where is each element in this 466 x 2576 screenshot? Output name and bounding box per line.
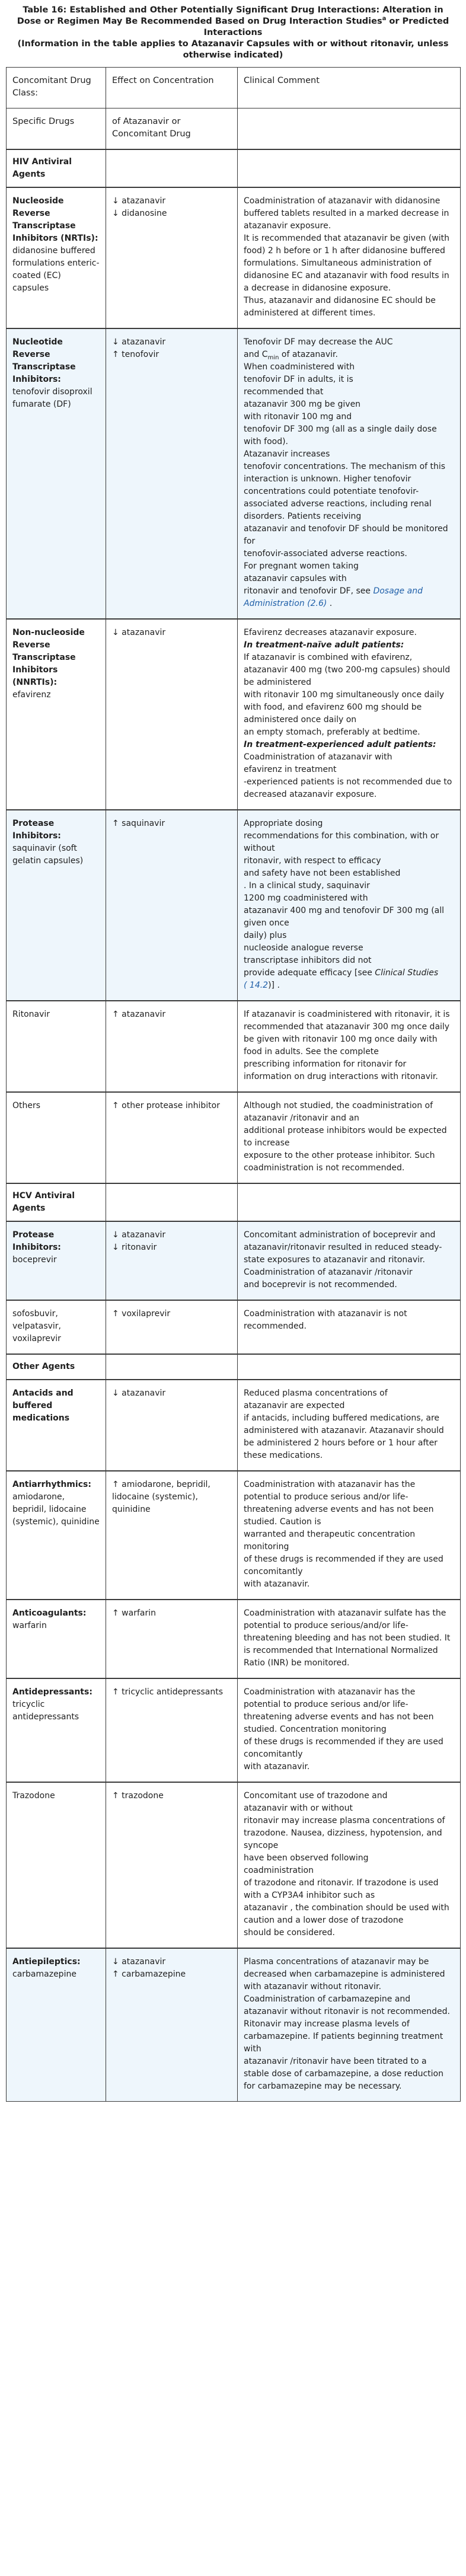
- drug-class-cell: Antiarrhythmics: amiodarone, bepridil, lidocaine (systemic), quinidine: [7, 1471, 106, 1600]
- clinical-comment-cell: Plasma concentrations of atazanavir may be decreased when carbamazepine is administered with atazanavir without ritonavir. Coadministration of carbamazepine and atazanavir without ritonavir is not recommended. Ritonavir may increase plasma levels of carbamazepine. If patients beginning treatment with atazanavir /ritonavir have been titrated to a stable dose of carbamazepine, a dose reduction for carbamazepine may be necessary.: [238, 1948, 461, 2102]
- clinical-comment-cell: Coadministration with atazanavir is not recommended.: [238, 1300, 461, 1354]
- drug-class-cell: Antidepressants: tricyclic antidepressants: [7, 1678, 106, 1782]
- section-row-hcv: [7, 1183, 461, 1221]
- drug-class-cell: Trazodone: [7, 1782, 106, 1948]
- caption-line-2: (Information in the table applies to Atazanavir Capsules with or without ritonavir, unless otherwise indicated): [17, 39, 449, 60]
- effect-cell: ↑ tricyclic antidepressants: [106, 1678, 238, 1782]
- clinical-comment-cell: Appropriate dosing recommendations for this combination, with or without ritonavir, with respect to efficacy and safety have not been established . In a clinical study, saquinavir 1200 mg coadministered with atazanavir 400 mg and tenofovir DF 300 mg (all given once daily) plus nucleoside analogue reverse transcriptase inhibitors did not provide adequate efficacy [see Clinical Studies ( 14.2)] .: [238, 810, 461, 1001]
- clinical-comment-cell: Concomitant administration of boceprevir and atazanavir/ritonavir resulted in reduced steady-state exposures to atazanavir and ritonavir. Coadministration of atazanavir /ritonavir and boceprevir is not recommended.: [238, 1221, 461, 1300]
- effect-cell: ↑ amiodarone, bepridil, lidocaine (systemic), quinidine: [106, 1471, 238, 1600]
- drug-class-cell: Others: [7, 1092, 106, 1183]
- drug-class-cell: Antiepileptics: carbamazepine: [7, 1948, 106, 2102]
- clinical-comment-cell: Coadministration of atazanavir with didanosine buffered tablets resulted in a marked decrease in atazanavir exposure. It is recommended that atazanavir be given (with food) 2 h before or 1 h after didanosine buffered formulations. Simultaneous administration of didanosine EC and atazanavir with food results in a decrease in didanosine exposure. Thus, atazanavir and didanosine EC should be administered at different times.: [238, 187, 461, 328]
- page: [6, 0, 460, 2108]
- drug-class-cell: Protease Inhibitors: saquinavir (soft gelatin capsules): [7, 810, 106, 1001]
- table-row: [7, 1678, 461, 1782]
- section-row-other: [7, 1354, 461, 1380]
- table-row: [7, 1300, 461, 1354]
- drug-class-cell: Protease Inhibitors: boceprevir: [7, 1221, 106, 1300]
- clinical-comment-cell: Tenofovir DF may decrease the AUC and $C_{min}$ of atazanavir. When coadministered with tenofovir DF in adults, it is recommended that atazanavir 300 mg be given with ritonavir 100 mg and tenofovir DF 300 mg (all as a single daily dose with food). Atazanavir increases tenofovir concentrations. The mechanism of this interaction is unknown. Higher tenofovir concentrations could potentiate tenofovir-associated adverse reactions, including renal disorders. Patients receiving atazanavir and tenofovir DF should be monitored for tenofovir-associated adverse reactions. For pregnant women taking atazanavir capsules with ritonavir and tenofovir DF, see Dosage and Administration (2.6) .: [238, 328, 461, 619]
- effect-cell: ↑ trazodone: [106, 1782, 238, 1948]
- table-row: [7, 1471, 461, 1600]
- effect-cell: ↑ other protease inhibitor: [106, 1092, 238, 1183]
- header-specific-drugs: Specific Drugs: [7, 108, 106, 150]
- drug-class-cell: Non-nucleoside Reverse Transcriptase Inhibitors (NNRTIs): efavirenz: [7, 619, 106, 810]
- effect-cell: ↓ atazanavir: [106, 1380, 238, 1471]
- section-row-hiv: [7, 149, 461, 187]
- effect-cell: ↑ saquinavir: [106, 810, 238, 1001]
- effect-cell: ↑ voxilaprevir: [106, 1300, 238, 1354]
- dosage-administration-link[interactable]: Dosage and Administration (2.6): [244, 586, 423, 608]
- table-row: [7, 1092, 461, 1183]
- effect-cell: ↓ atazanavir ↓ didanosine: [106, 187, 238, 328]
- header-effect-on-concentration: Effect on Concentration: [106, 68, 238, 108]
- header-clinical-comment: Clinical Comment: [238, 68, 461, 108]
- section-title-other: Other Agents: [7, 1354, 106, 1380]
- effect-cell: ↓ atazanavir ↓ ritonavir: [106, 1221, 238, 1300]
- header-empty-cell: [238, 108, 461, 150]
- table-header-row: [7, 68, 461, 108]
- table-row: [7, 619, 461, 810]
- table-row: [7, 187, 461, 328]
- clinical-studies-link[interactable]: ( 14.2: [244, 981, 269, 990]
- section-title-hiv: HIV Antiviral Agents: [7, 149, 106, 187]
- table-row: [7, 1001, 461, 1092]
- drug-class-cell: Antacids and buffered medications: [7, 1380, 106, 1471]
- clinical-comment-cell: Coadministration with atazanavir sulfate has the potential to produce serious/and/or life-threatening bleeding and has not been studied. It is recommended that International Normalized Ratio (INR) be monitored.: [238, 1600, 461, 1678]
- header-concomitant-drug-class: Concomitant Drug Class:: [7, 68, 106, 108]
- caption-superscript: a: [382, 15, 387, 23]
- table-row: [7, 1380, 461, 1471]
- clinical-comment-cell: Reduced plasma concentrations of atazanavir are expected if antacids, including buffered medications, are administered with atazanavir. Atazanavir should be administered 2 hours before or 1 hour after these medications.: [238, 1380, 461, 1471]
- clinical-comment-cell: Coadministration with atazanavir has the potential to produce serious and/or life-threatening adverse events and has not been studied. Concentration monitoring of these drugs is recommended if they are used concomitantly with atazanavir.: [238, 1678, 461, 1782]
- clinical-comment-cell: Coadministration with atazanavir has the potential to produce serious and/or life-threatening adverse events and has not been studied. Caution is warranted and therapeutic concentration monitoring of these drugs is recommended if they are used concomitantly with atazanavir.: [238, 1471, 461, 1600]
- effect-cell: ↑ atazanavir: [106, 1001, 238, 1092]
- clinical-comment-cell: If atazanavir is coadministered with ritonavir, it is recommended that atazanavir 300 mg once daily be given with ritonavir 100 mg once daily with food in adults. See the complete prescribing information for ritonavir for information on drug interactions with ritonavir.: [238, 1001, 461, 1092]
- effect-cell: ↓ atazanavir: [106, 619, 238, 810]
- table-row: [7, 328, 461, 619]
- drug-class-cell: Anticoagulants: warfarin: [7, 1600, 106, 1678]
- effect-cell: ↓ atazanavir ↑ carbamazepine: [106, 1948, 238, 2102]
- drug-class-cell: sofosbuvir, velpatasvir, voxilaprevir: [7, 1300, 106, 1354]
- header-of-atazanavir: of Atazanavir or Concomitant Drug: [106, 108, 238, 150]
- effect-cell: ↑ warfarin: [106, 1600, 238, 1678]
- table-header-row-2: [7, 108, 461, 150]
- table-row: [7, 810, 461, 1001]
- section-title-hcv: HCV Antiviral Agents: [7, 1183, 106, 1221]
- table-row: [7, 1221, 461, 1300]
- drug-interaction-table: [6, 67, 461, 2102]
- table-caption: [9, 5, 457, 61]
- drug-class-cell: Ritonavir: [7, 1001, 106, 1092]
- caption-line-1: Table 16: Established and Other Potentially Significant Drug Interactions: Alteration in Dose or Regimen May Be Recommended Based on Drug Interaction Studies$^a$ or Predicted Interactions: [17, 5, 449, 37]
- clinical-comment-cell: Concomitant use of trazodone and atazanavir with or without ritonavir may increase plasma concentrations of trazodone. Nausea, dizziness, hypotension, and syncope have been observed following coadministration of trazodone and ritonavir. If trazodone is used with a CYP3A4 inhibitor such as atazanavir , the combination should be used with caution and a lower dose of trazodone should be considered.: [238, 1782, 461, 1948]
- table-row: [7, 1948, 461, 2102]
- effect-cell: ↓ atazanavir ↑ tenofovir: [106, 328, 238, 619]
- drug-class-cell: Nucleoside Reverse Transcriptase Inhibitors (NRTIs): didanosine buffered formulations enteric-coated (EC) capsules: [7, 187, 106, 328]
- clinical-comment-cell: Efavirenz decreases atazanavir exposure. In treatment-naïve adult patients: If atazanavir is combined with efavirenz, atazanavir 400 mg (two 200-mg capsules) should be administered with ritonavir 100 mg simultaneously once daily with food, and efavirenz 600 mg should be administered once daily on an empty stomach, preferably at bedtime. In treatment-experienced adult patients: Coadministration of atazanavir with efavirenz in treatment -experienced patients is not recommended due to decreased atazanavir exposure.: [238, 619, 461, 810]
- clinical-comment-cell: Although not studied, the coadministration of atazanavir /ritonavir and an additional protease inhibitors would be expected to increase exposure to the other protease inhibitor. Such coadministration is not recommended.: [238, 1092, 461, 1183]
- table-row: [7, 1600, 461, 1678]
- drug-class-cell: Nucleotide Reverse Transcriptase Inhibitors: tenofovir disoproxil fumarate (DF): [7, 328, 106, 619]
- table-row: [7, 1782, 461, 1948]
